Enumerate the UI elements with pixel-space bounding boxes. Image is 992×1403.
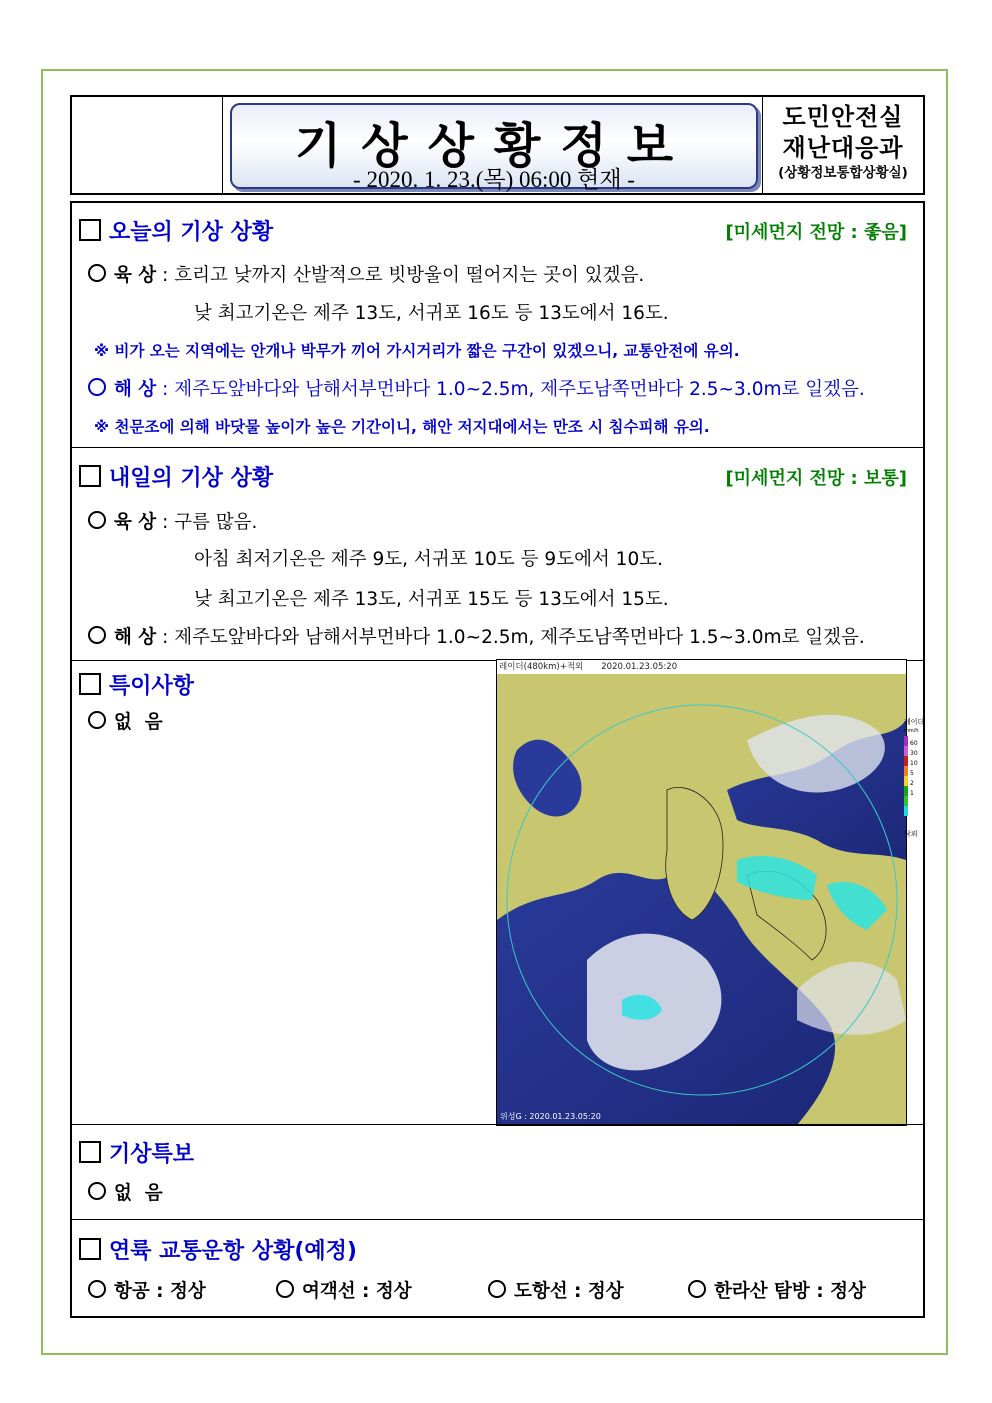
tomorrow-land-line: 육 상 : 구름 많음. <box>88 508 257 534</box>
traffic-ferry: 여객선 : 정상 <box>276 1277 412 1303</box>
warning-item: 없 음 <box>88 1179 163 1205</box>
legend-swatch <box>904 756 924 766</box>
checkbox-icon <box>79 219 101 241</box>
legend-swatch <box>904 806 924 816</box>
legend-swatch <box>904 796 924 806</box>
radar-legend-panel <box>904 718 924 839</box>
document-title: 기상상황정보 <box>294 118 694 174</box>
circle-bullet-icon <box>88 626 106 644</box>
legend-swatch <box>904 776 924 786</box>
circle-bullet-icon <box>88 378 106 396</box>
header-org-cell <box>762 97 923 193</box>
checkbox-icon <box>79 465 101 487</box>
legend-unit: mm/h <box>904 728 919 734</box>
legend-value: 5 <box>910 770 914 777</box>
org-division: 재난대응과 <box>782 134 904 162</box>
traffic-air: 항공 : 정상 <box>88 1277 206 1303</box>
report-date: - 2020. 1. 23.(목) 06:00 현재 - <box>353 167 635 192</box>
traffic-section-title: 연륙 교통운항 상황(예정) <box>79 1234 357 1265</box>
circle-bullet-icon <box>88 711 106 729</box>
today-land-temp: 낮 최고기온은 제주 13도, 서귀포 16도 등 13도에서 16도. <box>194 303 669 324</box>
special-item: 없 음 <box>88 708 163 734</box>
divider <box>72 1219 923 1220</box>
today-sea-line: 해 상 : 제주도앞바다와 남해서부먼바다 1.0~2.5m, 제주도남쪽먼바다 2.5~3.0m로 일겠음. <box>88 375 865 401</box>
circle-bullet-icon <box>88 264 106 282</box>
divider <box>72 1124 923 1125</box>
radar-header: 레이더(480km)+적외 2020.01.23.05:20 <box>499 662 678 672</box>
warning-section-title: 기상특보 <box>79 1137 194 1168</box>
checkbox-icon <box>79 1238 101 1260</box>
legend-value: 30 <box>910 750 918 757</box>
report-body <box>70 201 925 1318</box>
legend-lightning: 낙뢰 <box>904 830 918 838</box>
radar-map-graphic <box>497 660 906 1125</box>
circle-bullet-icon <box>88 511 106 529</box>
today-tide-note: ※ 천문조에 의해 바닷물 높이가 높은 기간이니, 해안 저지대에서는 만조 시 침수피해 유의. <box>94 418 710 436</box>
circle-bullet-icon <box>88 1182 106 1200</box>
legend-title: 레이더 <box>904 718 925 726</box>
header-blank-cell <box>72 97 223 193</box>
legend-value: 2 <box>910 780 914 787</box>
legend-value: 1 <box>910 790 914 797</box>
legend-swatch <box>904 736 924 746</box>
tomorrow-section-title: 내일의 기상 상황 <box>79 461 273 492</box>
radar-footer: 위성G : 2020.01.23.05:20 <box>500 1112 601 1121</box>
tomorrow-morning-temp: 아침 최저기온은 제주 9도, 서귀포 10도 등 9도에서 10도. <box>194 549 663 570</box>
today-dust-forecast: [미세먼지 전망 : 좋음] <box>725 222 907 243</box>
tomorrow-dust-forecast: [미세먼지 전망 : 보통] <box>725 468 907 489</box>
org-department: 도민안전실 <box>782 103 904 131</box>
circle-bullet-icon <box>688 1280 706 1298</box>
checkbox-icon <box>79 1141 101 1163</box>
checkbox-icon <box>79 673 101 695</box>
today-traffic-note: ※ 비가 오는 지역에는 안개나 박무가 끼어 가시거리가 짧은 구간이 있겠으니, 교통안전에 유의. <box>94 342 740 360</box>
legend-swatch <box>904 786 924 796</box>
document-header <box>70 95 925 195</box>
legend-value: 60 <box>910 740 918 747</box>
org-office: (상황정보통합상황실) <box>778 165 908 181</box>
divider <box>72 447 923 448</box>
radar-satellite-image <box>496 659 907 1126</box>
legend-swatch <box>904 746 924 756</box>
tomorrow-day-temp: 낮 최고기온은 제주 13도, 서귀포 15도 등 13도에서 15도. <box>194 589 669 610</box>
circle-bullet-icon <box>276 1280 294 1298</box>
circle-bullet-icon <box>488 1280 506 1298</box>
special-section-title: 특이사항 <box>79 669 194 700</box>
legend-swatch <box>904 766 924 776</box>
legend-value: 10 <box>910 760 918 767</box>
circle-bullet-icon <box>88 1280 106 1298</box>
tomorrow-sea-line: 해 상 : 제주도앞바다와 남해서부먼바다 1.0~2.5m, 제주도남쪽먼바다 1.5~3.0m로 일겠음. <box>88 623 865 649</box>
traffic-islands: 도항선 : 정상 <box>488 1277 624 1303</box>
today-section-title: 오늘의 기상 상황 <box>79 215 273 246</box>
legend-color-bar <box>904 736 924 816</box>
title-banner <box>230 103 758 192</box>
today-land-line: 육 상 : 흐리고 낮까지 산발적으로 빗방울이 떨어지는 곳이 있겠음. <box>88 261 644 287</box>
traffic-hallasan: 한라산 탐방 : 정상 <box>688 1277 866 1303</box>
header-title-cell <box>222 97 765 193</box>
